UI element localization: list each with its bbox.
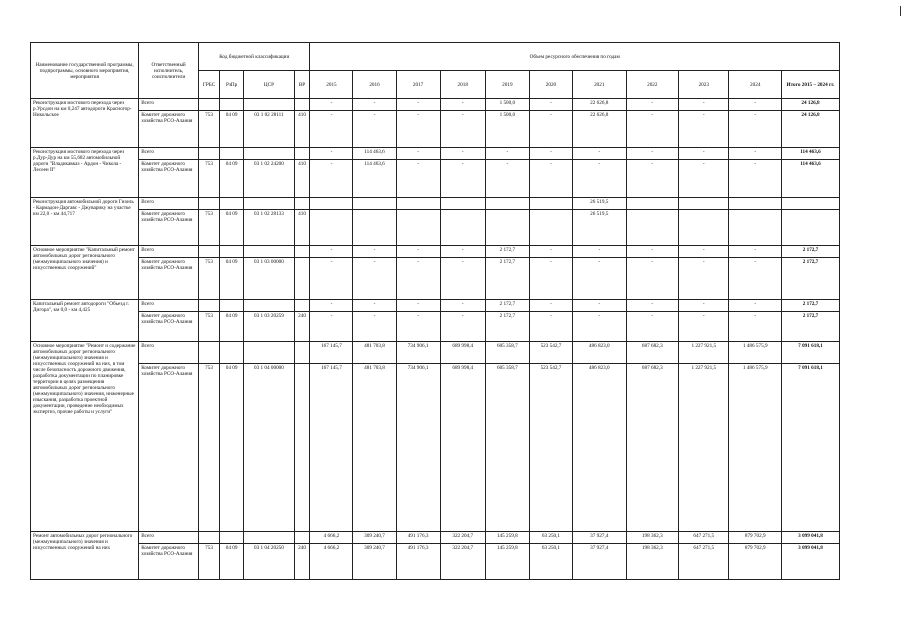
cell-total: 2 172,7 [781, 300, 839, 312]
cell-year-2022: 687 682,3 [626, 364, 679, 532]
cell-year-2017: 491 176,3 [396, 544, 440, 580]
cell-total: 114 463,6 [781, 148, 839, 160]
cell-year-2019: - [485, 148, 529, 160]
cell-year-2016: - [353, 312, 396, 342]
cell-year-2021: 26 519,5 [572, 210, 626, 246]
cell-year-2016: 309 240,7 [353, 532, 396, 544]
cell-year-2023: 647 271,5 [679, 544, 729, 580]
table-row [31, 342, 840, 364]
cell-grbs [199, 99, 220, 111]
table-row [31, 258, 840, 300]
cell-year-2020: - [529, 246, 572, 258]
cell-grbs [199, 198, 220, 210]
cell-year-2018: - [440, 312, 485, 342]
cell-grbs: 753 [199, 210, 220, 246]
cell-year-2018: - [440, 246, 485, 258]
cell-year-2015: - [310, 300, 353, 312]
cell-year-2024: 1 486 575,9 [729, 364, 782, 532]
cell-year-2018: - [440, 99, 485, 111]
cell-total: 7 091 618,1 [781, 364, 839, 532]
cell-rzpr: 04 09 [220, 160, 244, 198]
header-grbs: ГРБС [199, 71, 220, 99]
header-budget-code: Код бюджетной классификации [199, 43, 310, 71]
cell-csr [244, 148, 294, 160]
cell-year-2016: - [353, 300, 396, 312]
cell-year-2024: - [729, 148, 782, 160]
header-volume: Объем ресурсного обеспечения по годам [310, 43, 840, 71]
cell-year-2019: 2 172,7 [485, 300, 529, 312]
cell-rzpr [220, 532, 244, 544]
cell-year-2022: 198 362,3 [626, 544, 679, 580]
cell-rzpr: 04 09 [220, 544, 244, 580]
header-name: Наименование государственной программы, подпрограммы, основного мероприятия, мероприятия [31, 43, 139, 99]
row-name: Основное мероприятие "Капитальный ремонт автомобильных дорог регионального (межмуниципального значения) и искусственных сооружений" [31, 246, 139, 300]
cell-grbs [199, 246, 220, 258]
cell-year-2023: - [679, 99, 729, 111]
cell-year-2017: 734 906,1 [396, 364, 440, 532]
cell-year-2015: - [310, 111, 353, 148]
cell-executor: Всего [139, 246, 199, 258]
cell-year-2023 [679, 198, 729, 210]
cell-year-2024: - [729, 111, 782, 148]
cell-year-2020: 523 542,7 [529, 342, 572, 364]
cell-total [781, 198, 839, 210]
header-rzpr: РзПр [220, 71, 244, 99]
cell-year-2024: 1 486 575,9 [729, 342, 782, 364]
cell-vr [294, 246, 310, 258]
table-row [31, 312, 840, 342]
cell-year-2019: 2 172,7 [485, 312, 529, 342]
cell-year-2022: - [626, 99, 679, 111]
cell-year-2020 [529, 210, 572, 246]
cell-year-2023: - [679, 111, 729, 148]
cell-year-2016: - [353, 111, 396, 148]
cell-executor: Всего [139, 342, 199, 364]
cell-year-2020: - [529, 99, 572, 111]
cell-year-2015: 4 666,2 [310, 544, 353, 580]
cell-year-2020: 523 542,7 [529, 364, 572, 532]
cell-total: 3 099 041,8 [781, 532, 839, 544]
cell-total: 3 099 041,8 [781, 544, 839, 580]
cell-csr [244, 246, 294, 258]
cell-vr [294, 342, 310, 364]
cell-rzpr: 04 09 [220, 312, 244, 342]
cell-year-2016: 481 703,8 [353, 342, 396, 364]
cell-grbs [199, 342, 220, 364]
table-row [31, 111, 840, 148]
cell-csr: 03 1 02 24200 [244, 160, 294, 198]
cell-year-2019: 145 259,8 [485, 544, 529, 580]
cell-year-2021: 486 823,0 [572, 342, 626, 364]
cell-year-2017: 734 906,1 [396, 342, 440, 364]
cell-total: 7 091 618,1 [781, 342, 839, 364]
cell-year-2024: - [729, 258, 782, 300]
cell-year-2023: - [679, 312, 729, 342]
cell-year-2024: - [729, 160, 782, 198]
cell-rzpr: 04 09 [220, 210, 244, 246]
cell-year-2015: - [310, 148, 353, 160]
cell-year-2020 [529, 198, 572, 210]
cell-executor: Всего [139, 99, 199, 111]
cell-rzpr [220, 148, 244, 160]
cell-year-2022: - [626, 258, 679, 300]
table-row [31, 544, 840, 580]
header-year-2023: 2023 [679, 71, 729, 99]
cell-vr [294, 148, 310, 160]
cell-year-2021: - [572, 258, 626, 300]
cell-year-2021: - [572, 160, 626, 198]
cell-year-2020: - [529, 148, 572, 160]
cell-vr: 410 [294, 210, 310, 246]
header-vr: ВР [294, 71, 310, 99]
cell-year-2018: 322 204,7 [440, 544, 485, 580]
cell-year-2023: 1 227 921,5 [679, 342, 729, 364]
cell-year-2015: - [310, 160, 353, 198]
cell-year-2015 [310, 210, 353, 246]
table-body [31, 99, 840, 580]
cell-year-2017: 491 176,3 [396, 532, 440, 544]
cell-year-2023: - [679, 300, 729, 312]
cell-year-2022: - [626, 148, 679, 160]
cell-year-2019: 145 259,8 [485, 532, 529, 544]
cell-grbs: 753 [199, 312, 220, 342]
header-year-2021: 2021 [572, 71, 626, 99]
cell-year-2024: - [729, 312, 782, 342]
cell-rzpr: 04 09 [220, 364, 244, 532]
cell-csr: 03 1 04 20250 [244, 544, 294, 580]
cell-year-2018: - [440, 160, 485, 198]
cell-year-2022: - [626, 246, 679, 258]
cell-year-2018: - [440, 300, 485, 312]
cell-year-2016: 114 463,6 [353, 160, 396, 198]
cell-csr [244, 198, 294, 210]
cell-year-2019 [485, 210, 529, 246]
cell-total: 114 463,6 [781, 160, 839, 198]
cell-csr [244, 532, 294, 544]
table-row [31, 210, 840, 246]
cell-year-2018: - [440, 148, 485, 160]
cell-year-2015: - [310, 99, 353, 111]
cell-year-2024: 879 702,9 [729, 544, 782, 580]
header-year-2017: 2017 [396, 71, 440, 99]
table-row [31, 148, 840, 160]
cell-year-2019: 605 358,7 [485, 364, 529, 532]
cell-year-2018 [440, 210, 485, 246]
cell-year-2016 [353, 198, 396, 210]
cell-vr: 240 [294, 544, 310, 580]
cell-executor: Комитет дорожного хозяйства РСО-Алания [139, 160, 199, 198]
cell-year-2020: - [529, 258, 572, 300]
row-name: Реконструкция мостового перехода через р.Урсдон на км 0,247 автодороги Красногор-Никольское [31, 99, 139, 148]
cell-year-2016: 481 703,8 [353, 364, 396, 532]
cell-rzpr [220, 99, 244, 111]
cell-rzpr [220, 198, 244, 210]
row-name: Основное мероприятие "Ремонт и содержание автомобильных дорог регионального (межмуниципального) значения и искусственных сооружений на них, в том числе безопасность дорожного движения, разработка документации по планировке территории в целях размещения автомобильных дорог регионального (межмуниципального) значения, инженерные изыскания, разработка проектной документации, проведение необходимых экспертиз, прочие работы и услуги" [31, 342, 139, 532]
cell-rzpr: 04 09 [220, 258, 244, 300]
cell-executor: Всего [139, 198, 199, 210]
cell-year-2021: - [572, 300, 626, 312]
cell-year-2022: 198 362,3 [626, 532, 679, 544]
cell-year-2023: 647 271,5 [679, 532, 729, 544]
header-year-2016: 2016 [353, 71, 396, 99]
cell-total: 2 172,7 [781, 258, 839, 300]
cell-executor: Комитет дорожного хозяйства РСО-Алания [139, 544, 199, 580]
table-row [31, 300, 840, 312]
cell-executor: Всего [139, 148, 199, 160]
cell-year-2024 [729, 210, 782, 246]
header-executor: Ответственный исполнитель, соисполнители [139, 43, 199, 99]
cell-year-2024: - [729, 99, 782, 111]
table-header [31, 43, 840, 99]
cell-year-2018: 689 998,4 [440, 364, 485, 532]
cell-year-2016 [353, 210, 396, 246]
cell-vr [294, 300, 310, 312]
cell-year-2015: 167 145,7 [310, 342, 353, 364]
cell-year-2019: 1 500,0 [485, 99, 529, 111]
cell-year-2023: - [679, 246, 729, 258]
table-row [31, 364, 840, 532]
cell-year-2020: 63 250,1 [529, 544, 572, 580]
cell-year-2019: 2 172,7 [485, 246, 529, 258]
cell-vr [294, 532, 310, 544]
table-row [31, 532, 840, 544]
cell-year-2022: - [626, 111, 679, 148]
header-year-2020: 2020 [529, 71, 572, 99]
cell-year-2018 [440, 198, 485, 210]
cell-year-2017 [396, 210, 440, 246]
cell-year-2023: - [679, 160, 729, 198]
cell-csr [244, 99, 294, 111]
cell-rzpr [220, 246, 244, 258]
cell-year-2018: - [440, 111, 485, 148]
cell-year-2022: - [626, 312, 679, 342]
header-year-2022: 2022 [626, 71, 679, 99]
cell-year-2021: - [572, 148, 626, 160]
cell-year-2019: 2 172,7 [485, 258, 529, 300]
cell-rzpr: 04 09 [220, 111, 244, 148]
row-name: Реконструкция автомобильной дороги Гизель - Кармадон-Даргавс - Джуварику на участке км 22,0 - км 44,717 [31, 198, 139, 246]
cell-year-2016: - [353, 258, 396, 300]
cell-rzpr [220, 300, 244, 312]
cell-executor: Всего [139, 532, 199, 544]
cell-year-2020: - [529, 300, 572, 312]
cell-csr: 03 1 02 28133 [244, 210, 294, 246]
cell-executor: Комитет дорожного хозяйства РСО-Алания [139, 312, 199, 342]
cell-year-2021: 37 927,4 [572, 544, 626, 580]
cell-csr: 03 1 03 00000 [244, 258, 294, 300]
cell-csr [244, 300, 294, 312]
cell-year-2018: 322 204,7 [440, 532, 485, 544]
cell-year-2017 [396, 198, 440, 210]
cell-year-2023: - [679, 148, 729, 160]
cell-total: 24 126,8 [781, 99, 839, 111]
cell-executor: Всего [139, 300, 199, 312]
cell-year-2019: 1 500,0 [485, 111, 529, 148]
cell-year-2015: - [310, 312, 353, 342]
cell-year-2017: - [396, 246, 440, 258]
cell-year-2017: - [396, 148, 440, 160]
cell-year-2023: - [679, 258, 729, 300]
table-row [31, 160, 840, 198]
cell-year-2021: 22 626,8 [572, 99, 626, 111]
cell-year-2016: 114 463,6 [353, 148, 396, 160]
cell-year-2022 [626, 198, 679, 210]
cell-year-2023 [679, 210, 729, 246]
cell-total: 2 172,7 [781, 312, 839, 342]
table-row [31, 198, 840, 210]
cell-grbs: 753 [199, 258, 220, 300]
cell-year-2023: 1 227 921,5 [679, 364, 729, 532]
cell-year-2019: 605 358,7 [485, 342, 529, 364]
cell-vr: 410 [294, 160, 310, 198]
cell-total [781, 210, 839, 246]
cell-year-2018: - [440, 258, 485, 300]
header-csr: ЦСР [244, 71, 294, 99]
cell-csr: 03 1 04 00000 [244, 364, 294, 532]
resource-table [30, 42, 840, 580]
cell-grbs: 753 [199, 364, 220, 532]
cell-year-2019 [485, 198, 529, 210]
cell-year-2024 [729, 198, 782, 210]
cell-executor: Комитет дорожного хозяйства РСО-Алания [139, 258, 199, 300]
cell-grbs: 753 [199, 111, 220, 148]
header-year-2019: 2019 [485, 71, 529, 99]
cell-year-2020: - [529, 160, 572, 198]
cell-year-2015: - [310, 246, 353, 258]
row-name: Ремонт автомобильных дорог регионального (межмуниципального) значения и искусственных сооружений на них [31, 532, 139, 580]
table-row [31, 246, 840, 258]
cell-grbs [199, 300, 220, 312]
cell-executor: Комитет дорожного хозяйства РСО-Алания [139, 111, 199, 148]
cell-year-2016: 309 240,7 [353, 544, 396, 580]
cell-total: 24 126,8 [781, 111, 839, 148]
cell-csr [244, 342, 294, 364]
cell-year-2018: 689 998,4 [440, 342, 485, 364]
cell-year-2020: - [529, 111, 572, 148]
cell-year-2020: - [529, 312, 572, 342]
cell-year-2021: - [572, 246, 626, 258]
cell-year-2021: 26 519,5 [572, 198, 626, 210]
cell-rzpr [220, 342, 244, 364]
cell-year-2021: 22 626,8 [572, 111, 626, 148]
cell-vr: 410 [294, 111, 310, 148]
cell-year-2019: - [485, 160, 529, 198]
cell-vr: 240 [294, 312, 310, 342]
cell-year-2022: - [626, 160, 679, 198]
cell-year-2024: 879 702,9 [729, 532, 782, 544]
row-name: Капитальный ремонт автодороги "Обьезд г. Дигора", км 0,0 - км 4,425 [31, 300, 139, 342]
cell-year-2017: - [396, 258, 440, 300]
cell-year-2015: 167 145,7 [310, 364, 353, 532]
cell-year-2022: 687 682,3 [626, 342, 679, 364]
cell-year-2015: - [310, 258, 353, 300]
cell-year-2017: - [396, 300, 440, 312]
cell-year-2015 [310, 198, 353, 210]
cell-year-2017: - [396, 160, 440, 198]
table-row [31, 99, 840, 111]
cell-grbs [199, 148, 220, 160]
cell-vr [294, 198, 310, 210]
cell-grbs: 753 [199, 160, 220, 198]
cell-executor: Комитет дорожного хозяйства РСО-Алания [139, 364, 199, 532]
cell-year-2015: 4 666,2 [310, 532, 353, 544]
cell-year-2021: 486 823,0 [572, 364, 626, 532]
header-year-2024: 2024 [729, 71, 782, 99]
cell-csr: 03 1 03 20259 [244, 312, 294, 342]
scan-edge-mark [900, 6, 901, 16]
cell-year-2020: 63 250,1 [529, 532, 572, 544]
cell-year-2017: - [396, 111, 440, 148]
cell-executor: Комитет дорожного хозяйства РСО-Алания [139, 210, 199, 246]
cell-vr [294, 364, 310, 532]
cell-year-2022: - [626, 300, 679, 312]
cell-year-2021: - [572, 312, 626, 342]
cell-total: 2 172,7 [781, 246, 839, 258]
cell-year-2016: - [353, 99, 396, 111]
cell-year-2021: 37 927,4 [572, 532, 626, 544]
cell-year-2017: - [396, 312, 440, 342]
cell-year-2016: - [353, 246, 396, 258]
header-total: Итого 2015 – 2024 гг. [781, 71, 839, 99]
row-name: Реконструкция мостового перехода через р.Дур-Дур на км 55,682 автомобильной дороги "Владикавказ - Ардон - Чикола - Лесеен II" [31, 148, 139, 198]
cell-grbs: 753 [199, 544, 220, 580]
header-year-2018: 2018 [440, 71, 485, 99]
cell-vr [294, 99, 310, 111]
cell-vr [294, 258, 310, 300]
cell-year-2024: - [729, 246, 782, 258]
header-year-2015: 2015 [310, 71, 353, 99]
cell-grbs [199, 532, 220, 544]
cell-year-2022 [626, 210, 679, 246]
cell-year-2017: - [396, 99, 440, 111]
cell-csr: 03 1 02 28111 [244, 111, 294, 148]
cell-year-2024: - [729, 300, 782, 312]
